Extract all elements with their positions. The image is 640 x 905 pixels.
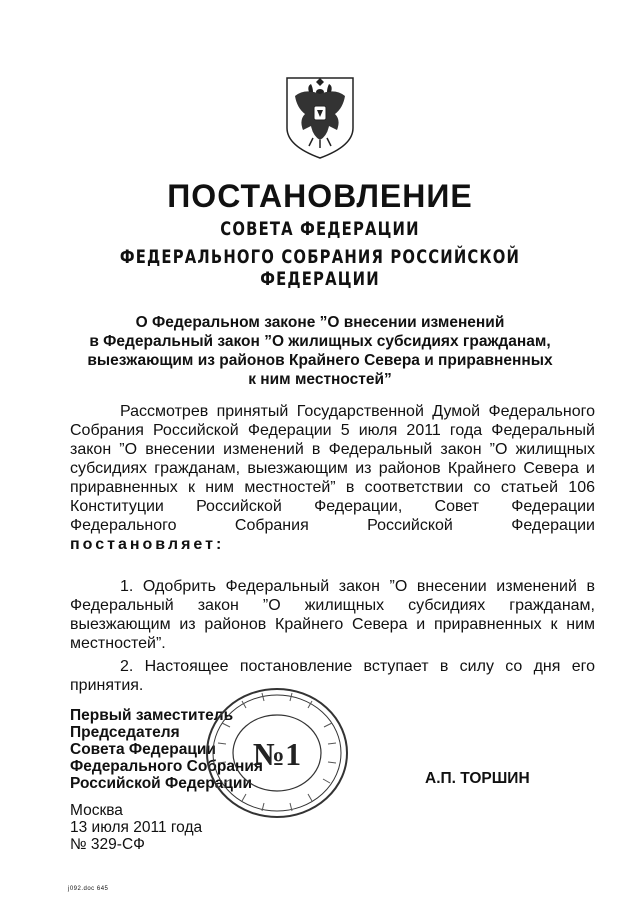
text-line: Рассмотрев принятый Государственной Думой Федерального [120, 403, 595, 420]
issuer-line-2: ФЕДЕРАЛЬНОГО СОБРАНИЯ РОССИЙСКОЙ ФЕДЕРАЦИИ [119, 246, 521, 290]
text-line: Конституции Российской Федерации, Совет Федерации [70, 498, 595, 515]
text-line: приравненных к ним местностей” в соответствии со статьей 106 [70, 479, 595, 496]
subject-line: в Федеральный закон ”О жилищных субсидиях гражданам, [89, 333, 551, 350]
subject-line: О Федеральном законе ”О внесении изменений [135, 314, 505, 331]
paragraph-item-1 [70, 577, 595, 653]
text-line: принятия. [70, 677, 144, 694]
footer-code: j092.doc 645 [68, 886, 109, 892]
text-line: закон ”О внесении изменений в Федеральный закон ”О жилищных [70, 441, 595, 458]
date: 13 июля 2011 года [70, 819, 203, 836]
official-stamp-icon [202, 683, 352, 823]
resolves-word: постановляет: [70, 536, 225, 553]
signer-line: Председателя [70, 724, 180, 741]
text-line: Федерального Собрания Российской Федерации [70, 517, 595, 534]
text-line: местностей”. [70, 635, 166, 652]
text-line: выезжающим из районов Крайнего Севера и приравненных к ним [70, 616, 595, 633]
paragraph-preamble [70, 402, 595, 554]
stamp-number: №1 [252, 736, 302, 772]
place-and-date [70, 802, 202, 853]
document-subject [70, 313, 570, 389]
text-line: 2. Настоящее постановление вступает в силу со дня его [120, 658, 595, 675]
text-line: Собрания Российской Федерации 5 июля 2011 года Федеральный [70, 422, 595, 439]
coat-of-arms-icon [283, 74, 357, 160]
issuer-line-1: СОВЕТА ФЕДЕРАЦИИ [220, 218, 420, 240]
subject-line: к ним местностей” [248, 371, 392, 388]
signer-line: Федерального Собрания [70, 758, 263, 775]
text-line: субсидиях гражданам, выезжающим из районов Крайнего Севера и [70, 460, 595, 477]
signer-line: Совета Федерации [70, 741, 216, 758]
subject-line: выезжающим из районов Крайнего Севера и приравненных [87, 352, 553, 369]
city: Москва [70, 802, 123, 819]
signer-line: Первый заместитель [70, 707, 234, 724]
text-line: 1. Одобрить Федеральный закон ”О внесении изменений в [120, 578, 595, 595]
document-title: ПОСТАНОВЛЕНИЕ [167, 178, 473, 214]
text-line: Федеральный закон ”О жилищных субсидиях гражданам, [70, 597, 595, 614]
signer-line: Российской Федерации [70, 775, 252, 792]
signer-name: А.П. ТОРШИН [425, 770, 530, 787]
document-number: № 329-СФ [70, 836, 145, 853]
